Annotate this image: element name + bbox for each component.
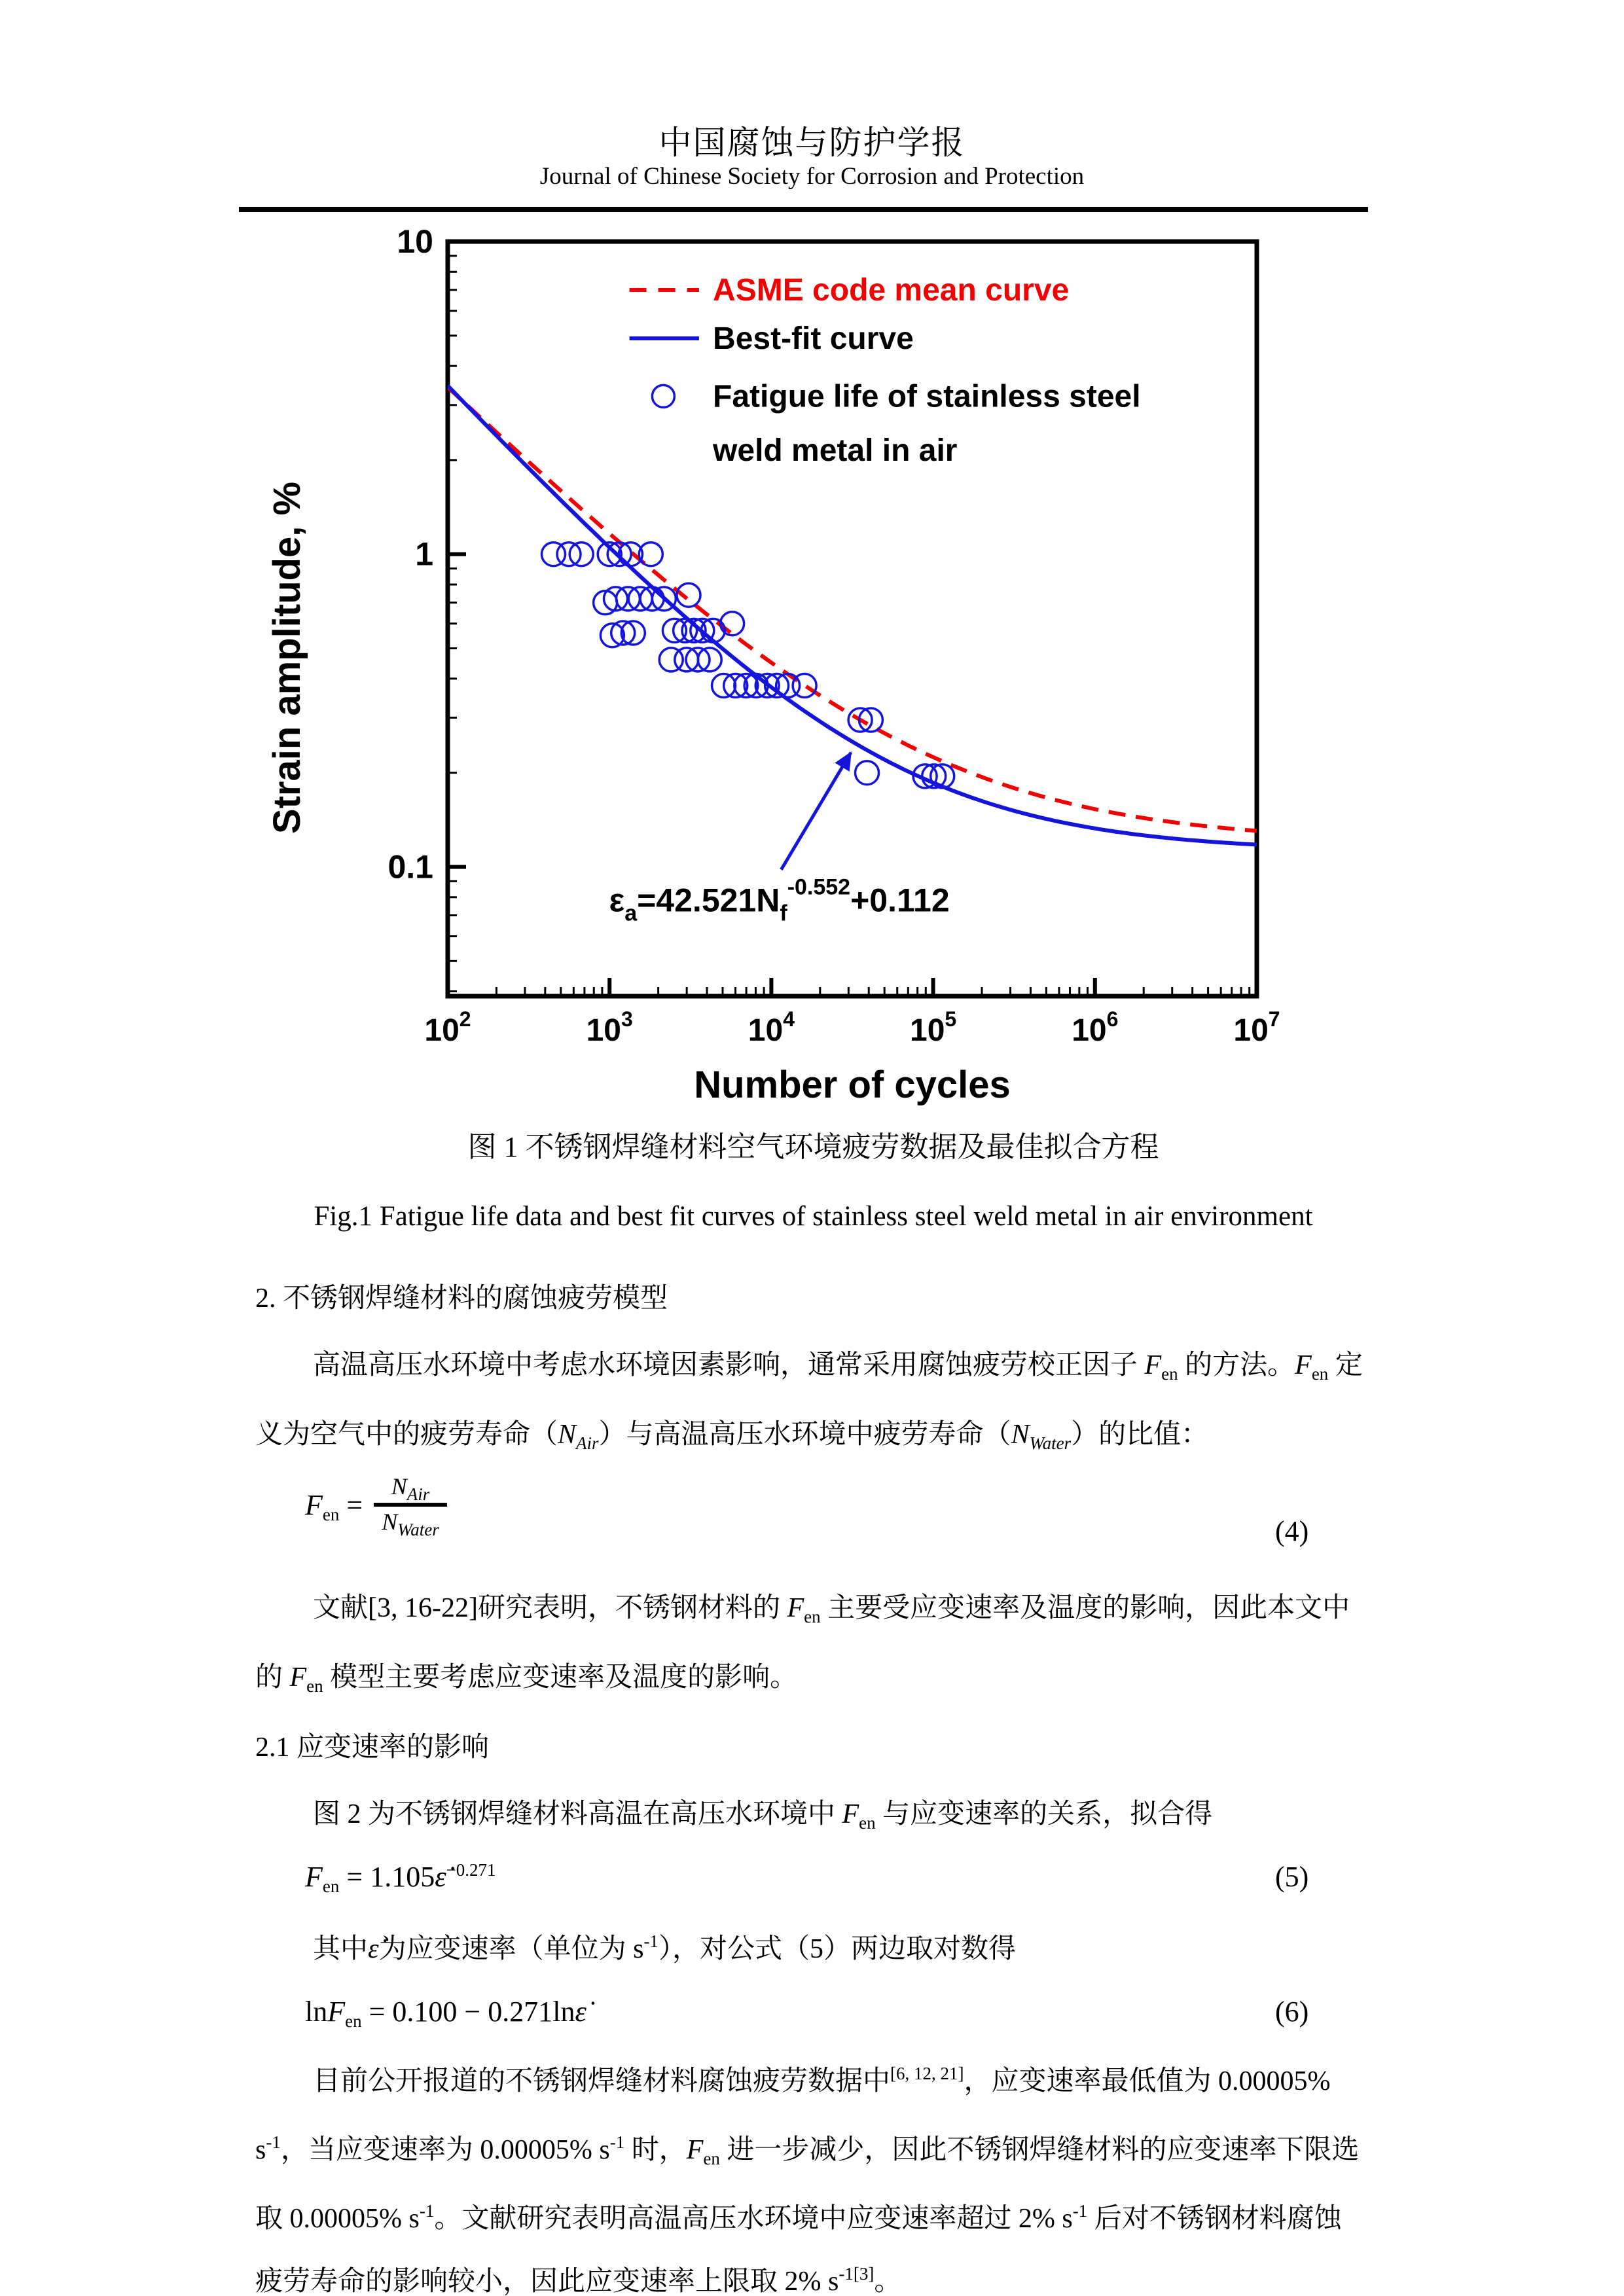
equation-5-number: (5) <box>1275 1861 1309 1893</box>
equation-4-fraction <box>374 1473 447 1539</box>
paragraph-2-line-1: 文献[3, 16-22]研究表明，不锈钢材料的 $F_{en}$ 主要受应变速率及温度的影响，因此本文中 <box>313 1593 1350 1626</box>
paragraph-3-line-1: 目前公开报道的不锈钢焊缝材料腐蚀疲劳数据中[6, 12, 21]，应变速率最低值为 0.00005% <box>313 2064 1331 2096</box>
paragraph-2-line-2: 的 $F_{en}$ 模型主要考虑应变速率及温度的影响。 <box>255 1662 798 1696</box>
figure-caption-cn: 图 1 不锈钢焊缝材料空气环境疲劳数据及最佳拟合方程 <box>467 1131 1159 1163</box>
data-point <box>734 674 758 698</box>
journal-subtitle: Journal of Chinese Society for Corrosion and Protection <box>539 163 1085 190</box>
equation-5 <box>255 1860 1371 1896</box>
equation-6-number: (6) <box>1275 1996 1309 2028</box>
legend-scatter-marker <box>652 385 674 407</box>
x-tick-label: $10^2$ <box>424 1007 471 1048</box>
paragraph-3-line-2: $s^{-1}$，当应变速率为 0.00005% $s^{-1}$ 时，$F_{en}$ 进一步减少，因此不锈钢焊缝材料的应变速率下限选 <box>255 2132 1360 2168</box>
equation-4-numerator: $N_{Air}$ <box>391 1473 430 1504</box>
equation-4-content <box>305 1473 451 1539</box>
x-tick-label: $10^5$ <box>910 1007 957 1048</box>
scatter-series <box>542 543 954 788</box>
paragraph-fig2-line: 图 2 为不锈钢焊缝材料高温在高压水环境中 $F_{en}$ 与应变速率的关系，拟合得 <box>313 1799 1213 1833</box>
paragraph-3-line-3: 取 0.00005% $s^{-1}$。文献研究表明高温高压水环境中应变速率超过 2% $s^{-1}$ 后对不锈钢材料腐蚀 <box>255 2201 1342 2234</box>
equation-4-number: (4) <box>1275 1515 1309 1547</box>
x-tick-label: $10^4$ <box>748 1007 795 1048</box>
legend-scatter-label-line1: Fatigue life of stainless steel <box>713 379 1141 414</box>
equation-4-lhs: $F_{en}$ = <box>305 1489 363 1525</box>
paragraph-where-line: 其中ε̇为应变速率（单位为 $s^{-1}$），对公式（5）两边取对数得 <box>313 1931 1016 1964</box>
y-tick-label: 1 <box>415 535 433 573</box>
x-tick-label: $10^3$ <box>586 1007 633 1048</box>
equation-4 <box>255 1473 1371 1547</box>
legend-fit-label: Best-fit curve <box>713 321 914 357</box>
fit-equation-annotation: $\varepsilon_a=42.521N_f^{-0.552}+0.112$ <box>609 874 950 926</box>
legend-scatter-label-line2: weld metal in air <box>713 433 958 468</box>
x-tick-label: $10^6$ <box>1072 1007 1119 1048</box>
section-2-heading: 2. 不锈钢焊缝材料的腐蚀疲劳模型 <box>255 1283 668 1314</box>
paragraph-1-line-1: 高温高压水环境中考虑水环境因素影响，通常采用腐蚀疲劳校正因子 $F_{en}$ 的方法。$F_{en}$ 定 <box>313 1350 1363 1384</box>
equation-6 <box>255 1995 1371 2031</box>
figure-caption-en: Fig.1 Fatigue life data and best fit curves of stainless steel weld metal in air environment <box>314 1201 1313 1232</box>
equation-5-content: $F_{en}$ = 1.105ε̇$^{-0.271}$ <box>305 1860 496 1896</box>
x-tick-label: $10^7$ <box>1233 1007 1280 1048</box>
section-2-1-heading: 2.1 应变速率的影响 <box>255 1732 490 1763</box>
paragraph-1-line-2: 义为空气中的疲劳寿命$(N_{Air})$与高温高压水环境中疲劳寿命$(N_{Water})$的比值： <box>255 1420 1209 1453</box>
legend-asme-label: ASME code mean curve <box>713 273 1070 308</box>
figure-1-chart <box>236 196 1414 1113</box>
y-tick-label: 0.1 <box>388 848 433 886</box>
data-point <box>856 761 879 785</box>
equation-4-denominator: $N_{Water}$ <box>374 1503 447 1535</box>
annotation-arrow <box>781 753 850 870</box>
data-point <box>793 674 816 698</box>
paragraph-3-line-4: 疲劳寿命的影响较小，因此应变速率上限取 2% $s^{-1[3]}$。 <box>255 2264 902 2296</box>
x-axis-title: Number of cycles <box>694 1064 1011 1106</box>
legend <box>630 273 1141 468</box>
data-point <box>721 612 744 636</box>
y-axis-title: Strain amplitude, % <box>266 481 308 834</box>
y-tick-label: 10 <box>397 223 433 260</box>
journal-title: 中国腐蚀与防护学报 <box>659 124 965 161</box>
equation-6-content: lnF$_{en}$ = 0.100 − 0.271lnε̇ <box>305 1996 586 2031</box>
